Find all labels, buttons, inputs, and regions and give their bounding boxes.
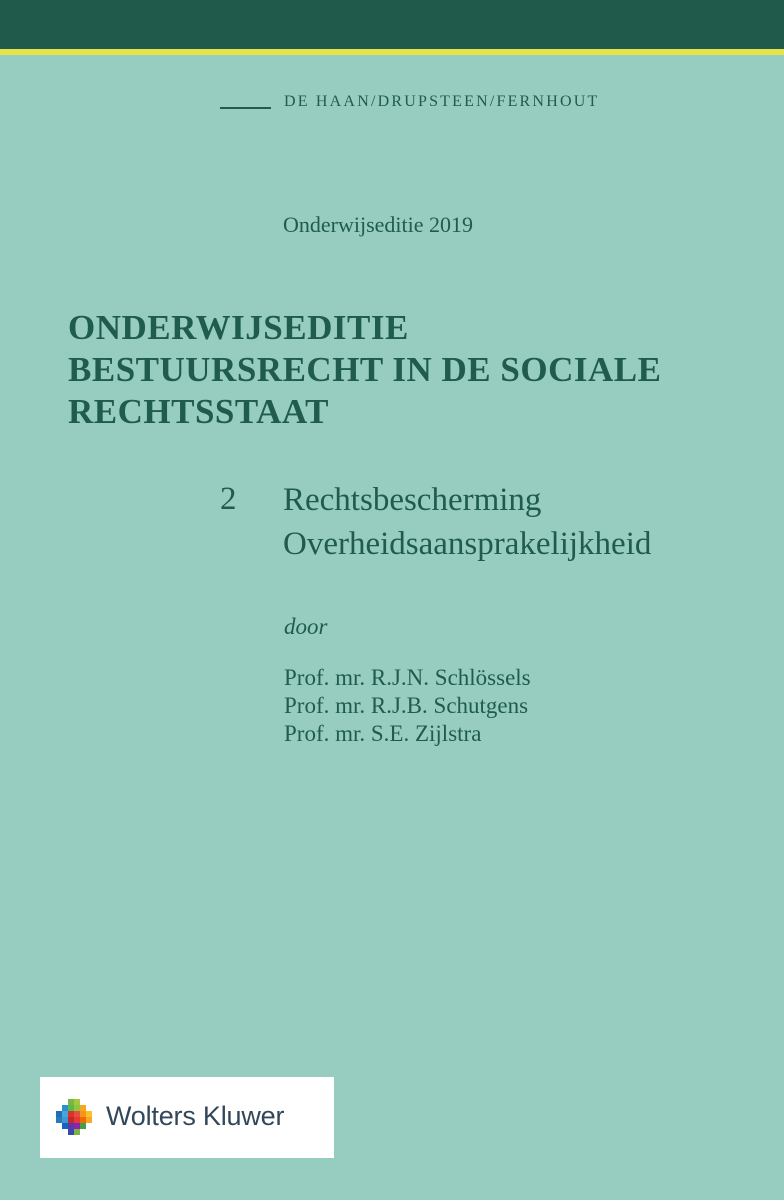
publisher-logo bbox=[40, 1077, 334, 1158]
yellow-accent-stripe bbox=[0, 49, 784, 55]
volume-subtitle-line: Overheidsaansprakelijkheid bbox=[283, 526, 652, 562]
series-rule bbox=[220, 107, 271, 109]
author-name: Prof. mr. S.E. Zijlstra bbox=[284, 721, 482, 746]
by-label: door bbox=[284, 614, 328, 639]
author-name: Prof. mr. R.J.N. Schlössels bbox=[284, 665, 531, 690]
top-color-band bbox=[0, 0, 784, 49]
series-authors: DE HAAN/DRUPSTEEN/FERNHOUT bbox=[284, 93, 600, 110]
book-title-line: RECHTSSTAAT bbox=[68, 392, 329, 431]
book-title-line: BESTUURSRECHT IN DE SOCIALE bbox=[68, 350, 662, 389]
volume-subtitle-line: Rechtsbescherming bbox=[283, 482, 542, 518]
author-name: Prof. mr. R.J.B. Schutgens bbox=[284, 693, 529, 718]
globe-logo-icon bbox=[54, 1097, 94, 1137]
publisher-name: Wolters Kluwer bbox=[106, 1101, 285, 1131]
author-list bbox=[284, 664, 531, 748]
volume-number: 2 bbox=[220, 481, 237, 517]
book-title bbox=[68, 307, 768, 433]
book-title-line: ONDERWIJSEDITIE bbox=[68, 308, 409, 347]
edition-label: Onderwijseditie 2019 bbox=[283, 212, 474, 237]
volume-subtitle bbox=[283, 478, 651, 566]
